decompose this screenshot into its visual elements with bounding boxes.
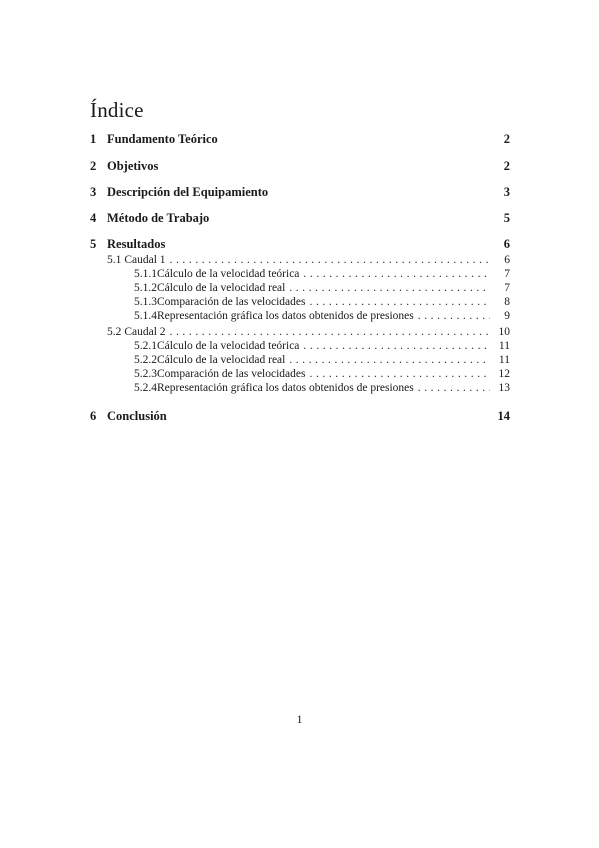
toc-entry-number: 5.2.1 — [134, 340, 157, 352]
toc-entry-number: 6 — [90, 409, 97, 423]
toc-entry-title: Fundamento Teórico — [107, 132, 218, 146]
toc-dot-leader — [170, 254, 490, 266]
toc-entry-number: 3 — [90, 185, 97, 199]
toc-entry-title: Caudal 1 — [124, 254, 166, 266]
toc-entry-number: 5.2 — [107, 326, 122, 338]
toc-entry-title: Comparación de las velocidades — [157, 296, 306, 308]
toc-entry-title: Cálculo de la velocidad teórica — [157, 268, 300, 280]
toc-entry-title: Cálculo de la velocidad real — [157, 282, 286, 294]
toc-entry-title: Representación gráfica los datos obtenidos de presiones — [157, 382, 414, 394]
toc-entry-page: 12 — [498, 368, 510, 380]
toc-dot-leader — [170, 326, 490, 338]
toc-dot-leader — [289, 282, 490, 294]
toc-entry-title: Cálculo de la velocidad teórica — [157, 340, 300, 352]
toc-entry-subsubsection[interactable] — [90, 268, 510, 280]
toc-entry-title: Conclusión — [107, 409, 167, 423]
toc-entry-page: 6 — [503, 237, 510, 251]
toc-dot-leader — [303, 340, 490, 352]
toc-entry-title: Descripción del Equipamiento — [107, 185, 269, 199]
toc-entry-number: 5.1.3 — [134, 296, 157, 308]
toc-entry-subsection[interactable] — [90, 326, 510, 338]
toc-entry-page: 13 — [498, 382, 510, 394]
toc-entry-number: 1 — [90, 132, 97, 146]
toc-dot-leader — [418, 382, 490, 394]
toc-entry-subsubsection[interactable] — [90, 382, 510, 394]
toc-entry-subsubsection[interactable] — [90, 282, 510, 294]
toc-entry-page: 3 — [503, 185, 510, 199]
toc-entry-section[interactable] — [90, 159, 510, 174]
toc-entry-subsubsection[interactable] — [90, 310, 510, 322]
toc-entry-page: 11 — [498, 340, 510, 352]
toc-dot-leader — [303, 268, 490, 280]
toc-entry-title: Objetivos — [107, 159, 159, 173]
toc-entry-title: Resultados — [107, 237, 166, 251]
toc-entry-number: 5.2.3 — [134, 368, 157, 380]
toc-entry-page: 5 — [503, 211, 510, 225]
toc-dot-leader — [418, 310, 490, 322]
toc-entry-section[interactable] — [90, 185, 510, 200]
toc-entry-number: 4 — [90, 211, 97, 225]
toc-entry-title: Comparación de las velocidades — [157, 368, 306, 380]
toc-entry-page: 9 — [504, 310, 510, 322]
toc-entry-subsubsection[interactable] — [90, 354, 510, 366]
toc-dot-leader — [310, 368, 491, 380]
toc-heading: Índice — [90, 98, 144, 122]
toc-entry-page: 8 — [504, 296, 510, 308]
toc-entry-title: Caudal 2 — [124, 326, 166, 338]
toc-entry-page: 2 — [503, 132, 510, 146]
toc-entry-number: 5.1.4 — [134, 310, 157, 322]
page-number: 1 — [296, 712, 303, 726]
toc-entry-number: 5.2.4 — [134, 382, 157, 394]
toc-entry-number: 5.1 — [107, 254, 122, 266]
toc-entry-page: 7 — [504, 282, 510, 294]
toc-entry-subsection[interactable] — [90, 254, 510, 266]
toc-entry-page: 7 — [504, 268, 510, 280]
toc-entry-title: Cálculo de la velocidad real — [157, 354, 286, 366]
toc-entry-page: 2 — [503, 159, 510, 173]
toc-entry-number: 2 — [90, 159, 97, 173]
toc-dot-leader — [310, 296, 491, 308]
toc-entry-section[interactable] — [90, 211, 510, 226]
toc-entry-title: Representación gráfica los datos obtenidos de presiones — [157, 310, 414, 322]
toc-entry-section[interactable] — [90, 132, 510, 147]
toc-entry-subsubsection[interactable] — [90, 368, 510, 380]
toc-entry-page: 6 — [504, 254, 510, 266]
toc-entry-subsubsection[interactable] — [90, 340, 510, 352]
toc-entry-number: 5.1.1 — [134, 268, 157, 280]
toc-entry-number: 5 — [90, 237, 97, 251]
toc-entry-number: 5.2.2 — [134, 354, 157, 366]
toc-entry-number: 5.1.2 — [134, 282, 157, 294]
toc-entry-subsubsection[interactable] — [90, 296, 510, 308]
toc-entry-title: Método de Trabajo — [107, 211, 210, 225]
toc-entry-section[interactable] — [90, 237, 510, 252]
toc-dot-leader — [289, 354, 490, 366]
toc-entry-page: 14 — [497, 409, 510, 423]
toc-entry-page: 11 — [498, 354, 510, 366]
toc-entry-section[interactable] — [90, 409, 510, 424]
toc-entry-page: 10 — [498, 326, 510, 338]
